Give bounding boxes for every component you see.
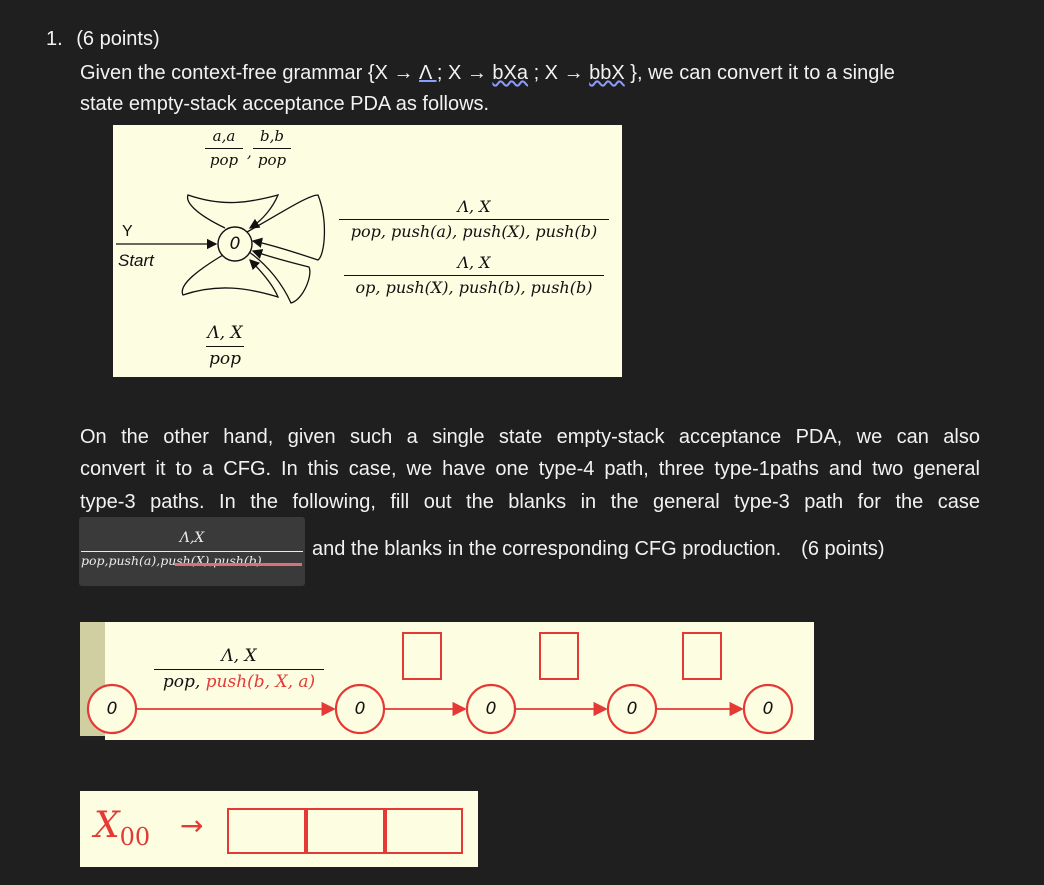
edge-label-blank-3[interactable] xyxy=(682,632,722,680)
paragraph-line-2: convert it to a CFG. In this case, we have one type-4 path, three type-1paths and two general xyxy=(80,458,980,480)
production-lhs: $X_{00}$ xyxy=(94,805,151,851)
production-blank-3[interactable] xyxy=(385,808,463,854)
loop-label-comma: , xyxy=(247,143,252,161)
paragraph-line-4: and the blanks in the corresponding CFG production. (6 points) xyxy=(312,538,885,560)
production-bbx: bbX xyxy=(589,62,625,84)
label-loop-bb: b,b pop xyxy=(253,127,291,169)
production-blank-2[interactable] xyxy=(306,808,385,854)
edge-label-blank-1[interactable] xyxy=(402,632,442,680)
lambda-production: Λ ; xyxy=(419,62,443,84)
paragraph-line-1: On the other hand, given such a single state empty-stack acceptance PDA, we can also xyxy=(80,426,980,448)
loop-right-upper xyxy=(247,195,324,260)
inline-fraction-den: pop,push(a),push(X),push(b) xyxy=(81,553,262,568)
type3-path-diagram xyxy=(80,622,814,740)
label-loop-pop: Λ, X pop xyxy=(207,323,243,369)
grammar-line: Given the context-free grammar {X → Λ ; X → bXa ; X → bbX }, we can convert it to a single xyxy=(80,62,895,84)
path-state-3-label: 0 xyxy=(626,699,638,719)
production-bxa: bXa xyxy=(492,62,529,84)
loop-bottom xyxy=(182,255,278,297)
path-state-4-label: 0 xyxy=(762,699,774,719)
label-push-xbb: Λ, X op, push(X), push(b), push(b) xyxy=(344,253,604,297)
inline-fraction-box xyxy=(79,517,305,586)
label-loop-aa: a,a pop xyxy=(205,127,243,169)
loop-top xyxy=(188,195,278,228)
pda-state-label: 0 xyxy=(229,234,241,254)
inline-fraction-strike xyxy=(175,563,302,566)
path-state-2-label: 0 xyxy=(485,699,497,719)
production-arrow: → xyxy=(180,809,204,842)
cfg-production xyxy=(80,791,478,867)
loop-right-lower xyxy=(249,251,310,303)
production-blank-1[interactable] xyxy=(227,808,306,854)
edge-label-blank-2[interactable] xyxy=(539,632,579,680)
start-symbol: Y xyxy=(122,223,133,240)
inline-fraction-bar xyxy=(81,551,303,552)
pda-diagram-drawing xyxy=(113,125,622,377)
grammar-line-2: state empty-stack acceptance PDA as follows. xyxy=(80,93,490,115)
paragraph-line-3: type-3 paths. In the following, fill out the blanks in the general type-3 path for the case xyxy=(80,491,980,513)
path-edge-label: Λ, X pop, push(b, X, a) xyxy=(154,646,324,692)
question-number: 1. xyxy=(46,28,63,50)
path-state-0-label: 0 xyxy=(106,699,118,719)
label-push-axb: Λ, X pop, push(a), push(X), push(b) xyxy=(339,197,609,241)
question-points: (6 points) xyxy=(76,28,160,50)
start-label: Start xyxy=(118,251,154,270)
path-state-1-label: 0 xyxy=(354,699,366,719)
inline-fraction-num: Λ,X xyxy=(179,530,205,546)
pda-diagram xyxy=(113,125,622,377)
question-number-line xyxy=(46,24,160,55)
